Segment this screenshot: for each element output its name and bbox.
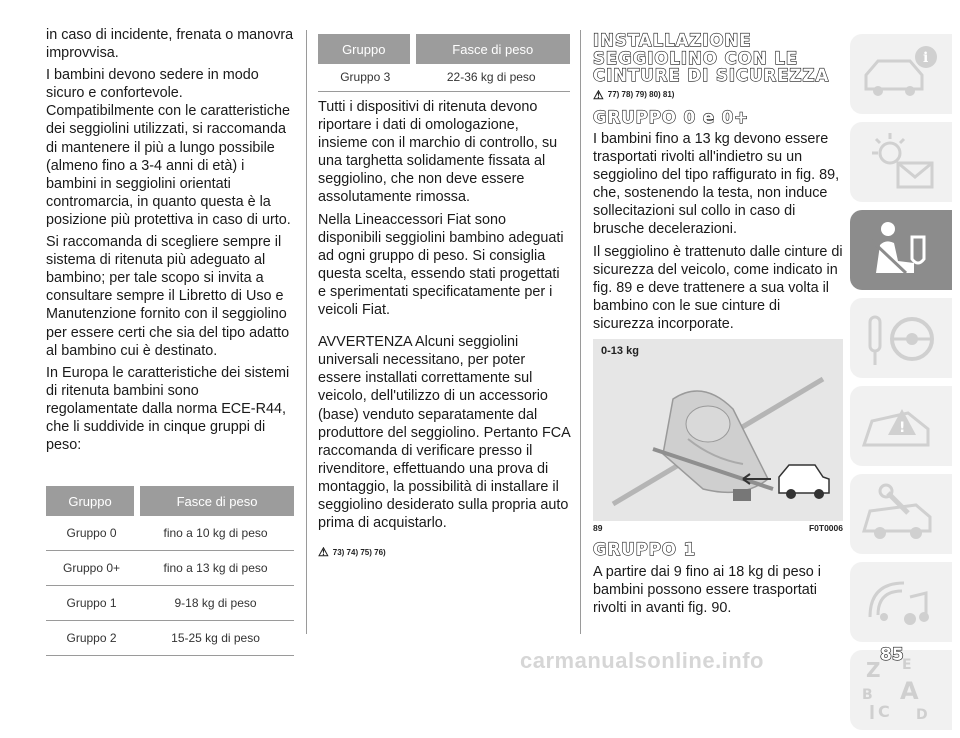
table-cell: Gruppo 1 bbox=[46, 586, 137, 621]
media-icon bbox=[858, 567, 944, 637]
car-orientation-icon bbox=[779, 465, 829, 499]
figure-child-seat bbox=[593, 339, 843, 521]
tab-warning-lights[interactable] bbox=[850, 122, 952, 202]
column-right bbox=[593, 26, 843, 621]
svg-text:!: ! bbox=[899, 420, 906, 436]
index-letter: B bbox=[862, 687, 873, 703]
figure-code: F0T0006 bbox=[808, 523, 843, 534]
weight-group-table bbox=[46, 486, 294, 656]
table-header: Fasce di peso bbox=[413, 34, 571, 64]
seat-safety-icon bbox=[858, 215, 944, 285]
tab-service[interactable] bbox=[850, 474, 952, 554]
paragraph: Il seggiolino è trattenuto dalle cinture di sicurezza del veicolo, come indicato in fig. 89 e deve trattenere a sua volta il bambino con le sue cinture di sicurezza incorporate. bbox=[593, 243, 843, 332]
car-info-icon bbox=[858, 39, 944, 109]
table-cell: Gruppo 0+ bbox=[46, 551, 137, 586]
tab-car-info[interactable] bbox=[850, 34, 952, 114]
table-header: Gruppo bbox=[318, 34, 413, 64]
table-header: Gruppo bbox=[46, 486, 137, 516]
breakdown-icon bbox=[858, 391, 944, 461]
index-letter: C bbox=[878, 702, 890, 721]
paragraph: Nella Lineaccessori Fiat sono disponibili seggiolini bambino adeguati ad ogni gruppo di peso. Si consiglia questa scelta, essendo stati progettati e sperimentati specificatamente per i veicoli Fiat. bbox=[318, 211, 564, 319]
table-row bbox=[318, 64, 570, 92]
column-middle bbox=[318, 26, 570, 564]
tab-key-steering[interactable] bbox=[850, 298, 952, 378]
table-row bbox=[46, 551, 294, 586]
table-cell: 15-25 kg di peso bbox=[137, 621, 294, 656]
figure-label: 0-13 kg bbox=[601, 345, 639, 358]
paragraph: In Europa le caratteristiche dei sistemi di ritenuta bambini sono regolamentate dalla norma ECE-R44, che li suddivide in cinque gruppi di peso: bbox=[46, 364, 290, 454]
table-row bbox=[46, 621, 294, 656]
table-row bbox=[46, 516, 294, 551]
watermark: carmanualsonline.info bbox=[520, 648, 764, 673]
figure-number: 89 bbox=[593, 523, 603, 534]
key-steering-icon bbox=[858, 303, 944, 373]
section-heading-installation: INSTALLAZIONE SEGGIOLINO CON LE CINTURE DI SICUREZZA bbox=[593, 31, 830, 85]
paragraph: in caso di incidente, frenata o manovra improvvisa. bbox=[46, 27, 294, 62]
table-cell: fino a 13 kg di peso bbox=[137, 551, 294, 586]
tab-breakdown[interactable] bbox=[850, 386, 952, 466]
warning-references bbox=[593, 89, 843, 101]
paragraph: I bambini devono sedere in modo sicuro e confortevole. Compatibilmente con le caratteristiche dei seggiolini utilizzati, si raccomanda di mantenere il più a lungo possibile (almeno fino a 3-4 anni di età) i bambini in seggiolini orientati contromarcia, in quanto questa è la posizione più protettiva in caso di urto. bbox=[46, 67, 291, 228]
section-heading-group-1: GRUPPO 1 bbox=[593, 540, 697, 560]
table-header: Fasce di peso bbox=[137, 486, 294, 516]
section-heading-group-0: GRUPPO 0 e 0+ bbox=[593, 107, 750, 127]
column-divider bbox=[580, 30, 581, 634]
figure-caption bbox=[593, 523, 843, 533]
paragraph: I bambini fino a 13 kg devono essere trasportati rivolti all'indietro su un seggiolino del tipo raffigurato in fig. 89, che, sostenendo la testa, non induce sollecitazioni sul collo in caso di brusche decelerazioni. bbox=[593, 131, 840, 238]
table-cell: fino a 10 kg di peso bbox=[137, 516, 294, 551]
tab-seat-safety[interactable] bbox=[850, 210, 952, 290]
table-cell: Gruppo 3 bbox=[318, 64, 413, 92]
table-cell: 22-36 kg di peso bbox=[413, 64, 571, 92]
service-icon bbox=[858, 479, 944, 549]
column-divider bbox=[306, 30, 307, 634]
table-row bbox=[46, 586, 294, 621]
table-cell: Gruppo 0 bbox=[46, 516, 137, 551]
weight-group-table-continued bbox=[318, 34, 570, 92]
warning-refs-text: 77) 78) 79) 80) 81) bbox=[607, 90, 675, 99]
warning-references bbox=[318, 546, 570, 558]
warning-triangle-icon: ⚠ bbox=[593, 87, 604, 102]
index-letter: E bbox=[902, 657, 912, 673]
chapter-tabs bbox=[850, 34, 954, 738]
paragraph: Tutti i dispositivi di ritenuta devono riportare i dati di omologazione, insieme con il marchio di controllo, su una targhetta solidamente fissata al seggiolino, che non deve essere assolutamente rimossa. bbox=[318, 99, 558, 206]
warning-refs-text: 73) 74) 75) 76) bbox=[332, 547, 386, 557]
warning-paragraph: AVVERTENZA Alcuni seggiolini universali necessitano, per poter essere installati correttamente sul veicolo, dell'utilizzo di un accessorio (base) venduto separatamente dal produttore del seggiolino. Pertanto FCA raccomanda di verificare presso il rivenditore, effettuando una prova di montaggio, la possibilità di installare il seggiolino desiderato sulla propria auto prima di acquistarlo. bbox=[318, 334, 570, 532]
warning-triangle-icon: ⚠ bbox=[318, 545, 329, 560]
column-left bbox=[46, 26, 294, 656]
index-letter: A bbox=[900, 677, 919, 705]
index-letter: D bbox=[916, 707, 928, 723]
table-cell: Gruppo 2 bbox=[46, 621, 137, 656]
table-cell: 9-18 kg di peso bbox=[137, 586, 294, 621]
page-number: 85 bbox=[880, 645, 904, 665]
paragraph: A partire dai 9 fino ai 18 kg di peso i bambini possono essere trasportati rivolti in avanti fig. 90. bbox=[593, 563, 821, 616]
svg-text:i: i bbox=[923, 50, 929, 66]
index-letter: Z bbox=[866, 658, 881, 682]
paragraph: Si raccomanda di scegliere sempre il sistema di ritenuta più adeguato al bambino; per tale scopo si invita a consultare sempre il Libretto di Uso e Manutenzione fornito con il seggiolino per essere certi che sia del tipo adatto al bambino cui è destinato. bbox=[46, 234, 290, 359]
child-seat-illustration bbox=[593, 339, 843, 521]
index-icon bbox=[858, 655, 944, 725]
warning-lights-icon bbox=[858, 127, 944, 197]
tab-media[interactable] bbox=[850, 562, 952, 642]
